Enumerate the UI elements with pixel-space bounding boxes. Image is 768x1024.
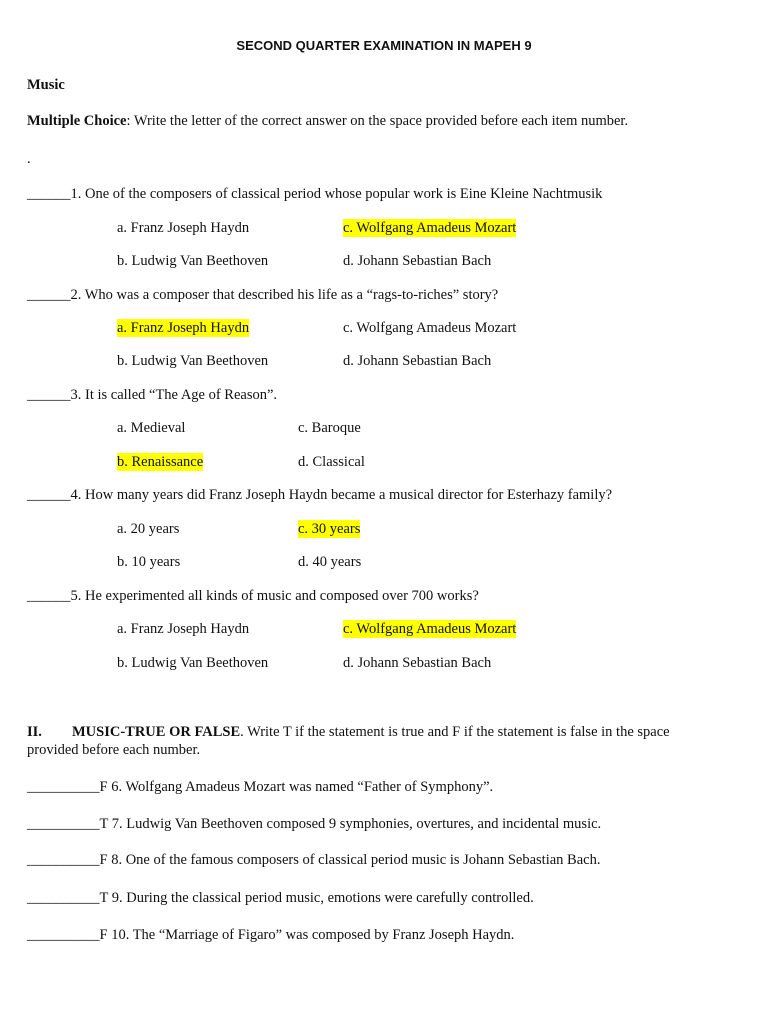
tf-item-10	[27, 926, 514, 944]
question-3	[27, 386, 277, 404]
choice-d: d. Johann Sebastian Bach	[343, 655, 492, 671]
choice-a-highlighted: a. Franz Joseph Haydn	[117, 320, 250, 336]
choice-a: a. 20 years	[117, 521, 180, 537]
answer-blank: __________	[27, 816, 100, 832]
question-text: 4. How many years did Franz Joseph Haydn became a musical director for Esterhazy family?	[70, 487, 613, 503]
choice-a: a. Medieval	[117, 420, 186, 436]
answer-blank: ______	[27, 287, 71, 303]
question-2	[27, 286, 498, 304]
choice-d: d. 40 years	[298, 554, 362, 570]
choice-b-highlighted: b. Renaissance	[117, 454, 204, 470]
answer-blank: __________	[27, 852, 100, 868]
tf-item-7	[27, 815, 601, 833]
question-text: 3. It is called “The Age of Reason”.	[70, 387, 278, 403]
choice-c-highlighted: c. 30 years	[298, 521, 361, 537]
mc-label: Multiple Choice	[27, 113, 127, 129]
choice-a: a. Franz Joseph Haydn	[117, 621, 250, 637]
choice-c-highlighted: c. Wolfgang Amadeus Mozart	[343, 621, 517, 637]
answer-blank: __________	[27, 779, 100, 795]
choice-b: b. Ludwig Van Beethoven	[117, 353, 269, 369]
choice-b: b. Ludwig Van Beethoven	[117, 253, 269, 269]
choice-b: b. 10 years	[117, 554, 181, 570]
choice-d: d. Johann Sebastian Bach	[343, 353, 492, 369]
answer-blank: __________	[27, 890, 100, 906]
answer-blank: ______	[27, 487, 71, 503]
answer-blank: ______	[27, 387, 71, 403]
tf-answer: T	[99, 816, 109, 832]
choice-a: a. Franz Joseph Haydn	[117, 220, 250, 236]
question-5	[27, 587, 479, 605]
tf-instruction-text: . Write T if the statement is true and F if the statement is false in the space	[240, 724, 670, 740]
answer-blank: __________	[27, 927, 100, 943]
question-text: 5. He experimented all kinds of music and composed over 700 works?	[70, 588, 479, 604]
tf-item-8	[27, 851, 600, 869]
tf-instructions-line1	[27, 723, 670, 741]
tf-statement: 10. The “Marriage of Figaro” was composed by Franz Joseph Haydn.	[107, 927, 515, 943]
exam-title: SECOND QUARTER EXAMINATION IN MAPEH 9	[236, 38, 532, 53]
choice-d: d. Johann Sebastian Bach	[343, 253, 492, 269]
section-heading: Music	[27, 77, 65, 93]
mc-instructions	[27, 112, 628, 130]
tf-statement: 8. One of the famous composers of classical period music is Johann Sebastian Bach.	[107, 852, 601, 868]
tf-item-6	[27, 778, 493, 796]
question-text: 1. One of the composers of classical period whose popular work is Eine Kleine Nachtmusik	[70, 186, 603, 202]
tf-item-9	[27, 889, 534, 907]
choice-c: c. Baroque	[298, 420, 361, 436]
choice-b: b. Ludwig Van Beethoven	[117, 655, 269, 671]
answer-blank: ______	[27, 186, 71, 202]
tf-heading: MUSIC-TRUE OR FALSE	[72, 724, 241, 740]
tf-answer: F	[99, 779, 108, 795]
tf-statement: 7. Ludwig Van Beethoven composed 9 symphonies, overtures, and incidental music.	[108, 816, 602, 832]
question-4	[27, 486, 612, 504]
tf-answer: T	[99, 890, 109, 906]
answer-blank: ______	[27, 588, 71, 604]
tf-answer: F	[99, 852, 108, 868]
question-1	[27, 185, 602, 203]
choice-c: c. Wolfgang Amadeus Mozart	[343, 320, 517, 336]
tf-instructions-line2: provided before each number.	[27, 742, 201, 758]
choice-c-highlighted: c. Wolfgang Amadeus Mozart	[343, 220, 517, 236]
tf-section-number: II.	[27, 724, 42, 740]
question-text: 2. Who was a composer that described his life as a “rags-to-riches” story?	[70, 287, 499, 303]
tf-answer: F	[99, 927, 108, 943]
stray-dot: .	[27, 151, 31, 167]
tf-statement: 6. Wolfgang Amadeus Mozart was named “Father of Symphony”.	[107, 779, 494, 795]
mc-instruction-text: : Write the letter of the correct answer on the space provided before each item number.	[126, 113, 629, 129]
tf-statement: 9. During the classical period music, emotions were carefully controlled.	[108, 890, 534, 906]
choice-d: d. Classical	[298, 454, 365, 470]
